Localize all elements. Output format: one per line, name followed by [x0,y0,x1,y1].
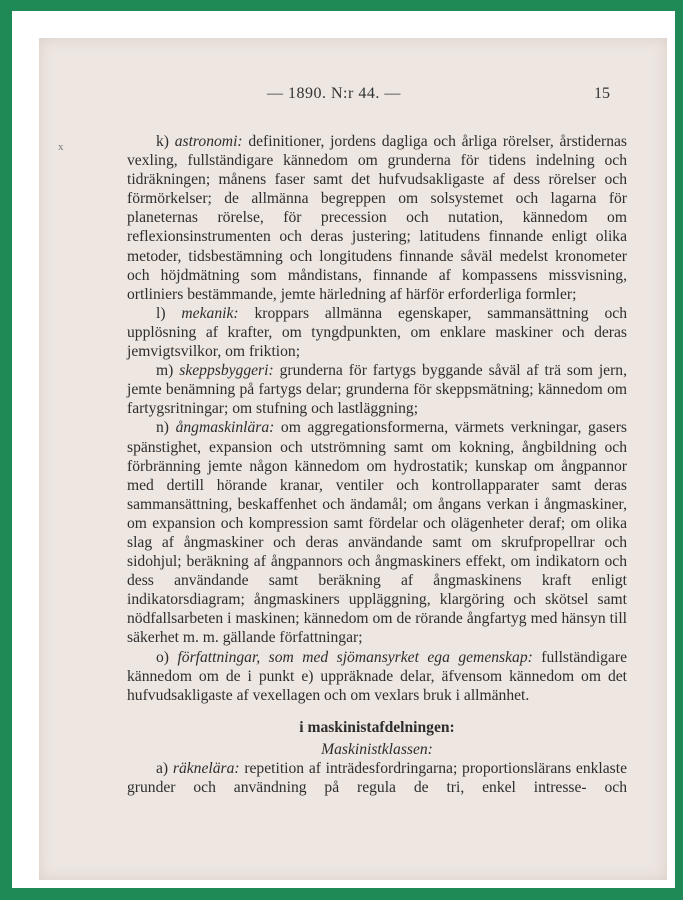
scan-border [12,11,675,888]
item-label: n) [156,419,169,437]
header-issue: — 1890. N:r 44. — [267,85,401,102]
subsection-heading: Maskinistklassen: [321,740,433,758]
document-page [39,38,667,880]
item-term: mekanik: [181,304,239,322]
item-text: om aggregationsformerna, värmets verkningar, gasers spänstighet, expansion och utströmning samt om kokning, ångbildning och förbränning jemte någon kännedom om hydrostatik; kunskap om ångpannor med dertill hörande kranar, ventiler och kontrollapparater samt deras sammansättning, beskaffenhet och ändamål; om ångans verkan i ångmaskiner, om expansion och kompression samt fördelar och olägenheter deraf; om olika slag af ångmaskiner och deras användande samt om skrufpropellrar och sidohjul; beräkning af ångpannors och ångmaskiners effekt, om indikatorn och dess användande samt beräkning af ångmaskinens kraft enligt indikatorsdiagram; ångmaskiners uppläggning, klargöring och skötsel samt nödfallsarbeten i maskinen; kännedom om de rörande ångfartyg med hänsyn till säkerhet m. m. gällande författningar; [127,419,627,647]
item-term: astronomi: [174,133,243,150]
item-term: ångmaskinlära: [175,419,275,437]
item-label: k) [156,133,169,150]
paragraph-k [127,132,627,304]
page-header [39,85,667,105]
item-text: definitioner, jordens dagliga och årliga rörelser, årstidernas vexling, fullständigare kännedom om grunderna för tidens indelning och tidräkningen; månens faser samt det hufvudsakligaste af dess rörelser och förmörkelser; de allmänna begreppen om solsystemet och lagarna för planeternas rörelse, för precession och nutation, kännedom om reflexionsinstrumenten och deras justering; latitudens finnande enligt olika metoder, tidsbestämning och longitudens finnande såväl medelst kronometer och höjdmätning som måndistans, finnande af kompassens missvisning, ortliniers bestämmande, jemte härledning af härför erforderliga formler; [127,133,627,303]
item-term: skeppsbyggeri: [179,362,274,380]
section-heading: i maskinistafdelningen: [299,718,455,736]
paragraph-n [127,418,627,647]
item-text: grunderna för fartygs byggande såväl af trä som jern, jemte benämning på fartygs delar; grunderna för skeppsmätning; kännedom om fartygsritningar; om stufning och lastläggning; [127,362,627,418]
item-text: fullständigare kännedom om de i punkt e) uppräknade delar, äfvensom kännedom om det hufvudsakligaste af vexellagen och om vexlars bruk i allmänhet. [127,648,627,704]
paragraph-o [127,648,627,705]
item-text: kroppars allmänna egenskaper, sammansättning och upplösning af krafter, om tyngdpunkten, om enklare maskiner och deras jemvigtsvilkor, om friktion; [127,304,627,361]
paragraph-m [127,361,627,418]
item-label: m) [156,362,174,380]
paragraph-l [127,304,627,361]
item-term: räknelära: [172,760,240,777]
item-label: o) [156,648,169,666]
margin-mark: x [58,141,64,153]
paragraph-a [127,759,627,797]
item-label: l) [156,304,166,322]
item-label: a) [156,760,169,777]
page-number: 15 [594,85,610,102]
page-body [127,132,627,797]
item-term: författningar, som med sjömansyrket ega gemenskap: [177,648,533,666]
item-text: repetition af inträdesfordringarna; proportionslärans enklaste grunder och användning på regula de tri, enkel intresse- och [127,760,627,797]
